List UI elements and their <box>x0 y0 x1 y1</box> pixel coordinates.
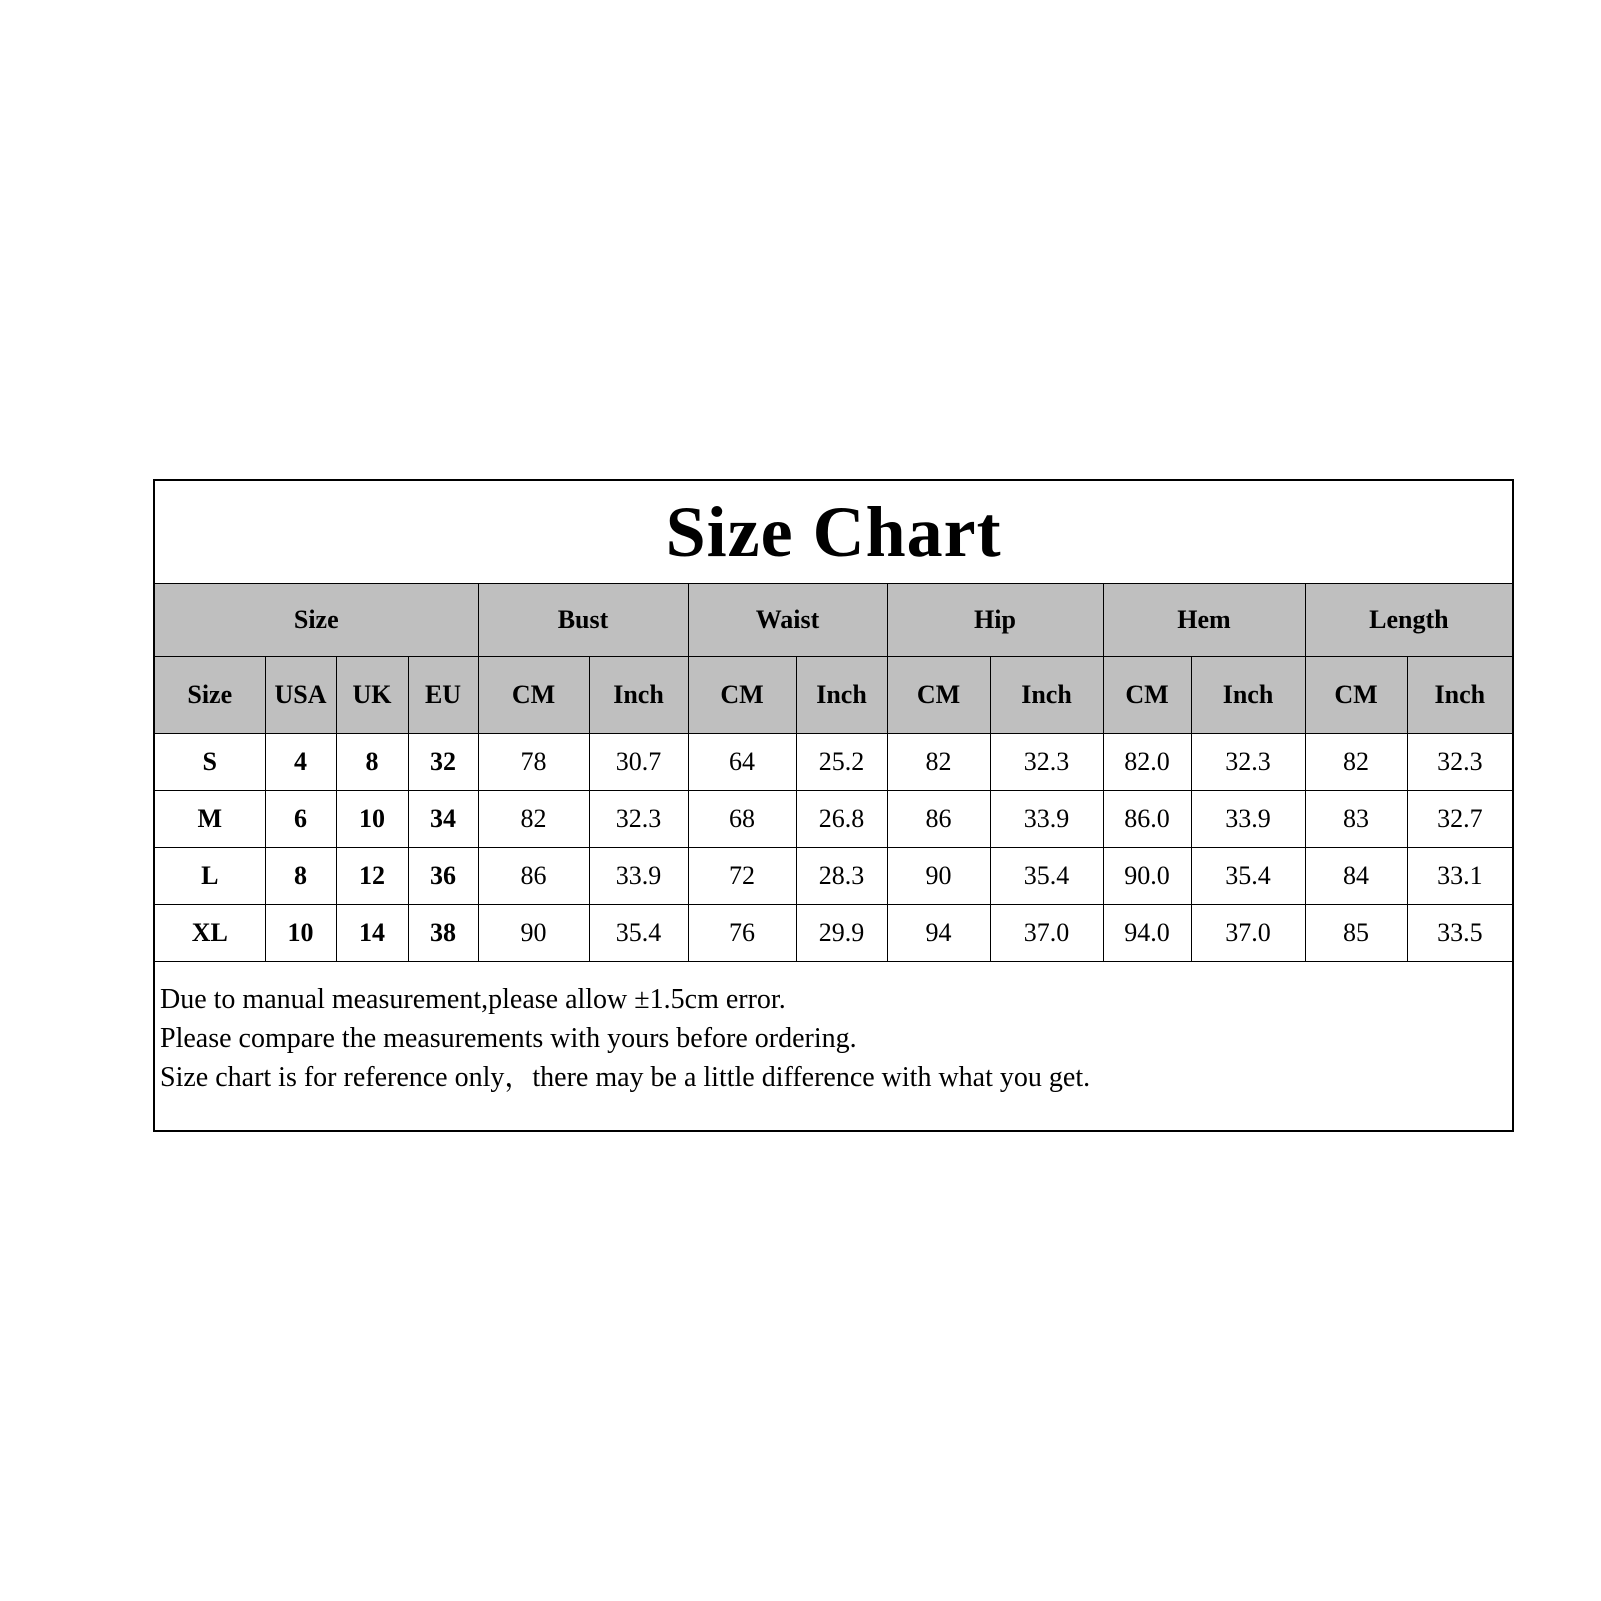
table-cell: 86.0 <box>1103 791 1191 848</box>
table-cell: 86 <box>478 848 589 905</box>
table-cell: L <box>154 848 265 905</box>
table-cell: 26.8 <box>796 791 887 848</box>
sub-header-row <box>154 657 1513 734</box>
table-cell: 8 <box>265 848 336 905</box>
table-cell: 29.9 <box>796 905 887 962</box>
table-cell: 34 <box>408 791 478 848</box>
note-line: Due to manual measurement,please allow ±1.5cm error. <box>160 984 786 1015</box>
sub-header-bust-cm: CM <box>478 657 589 734</box>
table-cell: 32.7 <box>1407 791 1513 848</box>
sub-header-bust-inch: Inch <box>589 657 688 734</box>
table-cell: 30.7 <box>589 734 688 791</box>
table-cell: 32.3 <box>1191 734 1305 791</box>
table-cell: 38 <box>408 905 478 962</box>
table-cell: 33.5 <box>1407 905 1513 962</box>
table-cell: XL <box>154 905 265 962</box>
table-cell: 64 <box>688 734 796 791</box>
table-cell: 33.9 <box>1191 791 1305 848</box>
table-row <box>154 791 1513 848</box>
group-header-length: Length <box>1305 584 1513 657</box>
table-cell: 32.3 <box>990 734 1103 791</box>
group-header-hip: Hip <box>887 584 1103 657</box>
table-cell: 33.1 <box>1407 848 1513 905</box>
table-cell: 33.9 <box>990 791 1103 848</box>
table-cell: 28.3 <box>796 848 887 905</box>
table-cell: 35.4 <box>589 905 688 962</box>
sub-header-length-cm: CM <box>1305 657 1407 734</box>
table-cell: 83 <box>1305 791 1407 848</box>
table-cell: 8 <box>336 734 408 791</box>
table-cell: 90.0 <box>1103 848 1191 905</box>
table-cell: 78 <box>478 734 589 791</box>
table-cell: 14 <box>336 905 408 962</box>
table-cell: 35.4 <box>990 848 1103 905</box>
group-header-size: Size <box>154 584 478 657</box>
note-line: Size chart is for reference only，there may be a little difference with what you get. <box>160 1062 1091 1093</box>
sub-header-hem-inch: Inch <box>1191 657 1305 734</box>
table-cell: M <box>154 791 265 848</box>
size-chart-sheet <box>153 479 1512 1111</box>
table-cell: 36 <box>408 848 478 905</box>
table-cell: 25.2 <box>796 734 887 791</box>
sub-header-hem-cm: CM <box>1103 657 1191 734</box>
table-cell: 37.0 <box>1191 905 1305 962</box>
group-header-bust: Bust <box>478 584 688 657</box>
table-row <box>154 905 1513 962</box>
table-cell: 76 <box>688 905 796 962</box>
group-header-row <box>154 584 1513 657</box>
sub-header-hip-inch: Inch <box>990 657 1103 734</box>
table-cell: 33.9 <box>589 848 688 905</box>
table-cell: 32.3 <box>589 791 688 848</box>
sub-header-usa: USA <box>265 657 336 734</box>
table-cell: 82 <box>887 734 990 791</box>
sub-header-uk: UK <box>336 657 408 734</box>
table-cell: S <box>154 734 265 791</box>
table-cell: 68 <box>688 791 796 848</box>
size-rows <box>154 734 1513 962</box>
size-chart-table <box>153 479 1514 1132</box>
chart-title: Size Chart <box>154 480 1513 584</box>
group-header-hem: Hem <box>1103 584 1305 657</box>
group-header-waist: Waist <box>688 584 887 657</box>
table-cell: 82 <box>478 791 589 848</box>
table-cell: 37.0 <box>990 905 1103 962</box>
table-row <box>154 734 1513 791</box>
table-cell: 90 <box>478 905 589 962</box>
notes-cell <box>154 962 1513 1132</box>
table-cell: 32.3 <box>1407 734 1513 791</box>
sub-header-length-inch: Inch <box>1407 657 1513 734</box>
table-cell: 82 <box>1305 734 1407 791</box>
sub-header-size: Size <box>154 657 265 734</box>
table-cell: 72 <box>688 848 796 905</box>
sub-header-waist-inch: Inch <box>796 657 887 734</box>
table-cell: 86 <box>887 791 990 848</box>
table-cell: 12 <box>336 848 408 905</box>
table-cell: 85 <box>1305 905 1407 962</box>
table-cell: 10 <box>265 905 336 962</box>
table-cell: 4 <box>265 734 336 791</box>
sub-header-waist-cm: CM <box>688 657 796 734</box>
table-cell: 94 <box>887 905 990 962</box>
table-cell: 82.0 <box>1103 734 1191 791</box>
table-cell: 6 <box>265 791 336 848</box>
sub-header-hip-cm: CM <box>887 657 990 734</box>
note-line: Please compare the measurements with yours before ordering. <box>160 1023 857 1054</box>
table-cell: 32 <box>408 734 478 791</box>
table-cell: 84 <box>1305 848 1407 905</box>
sub-header-eu: EU <box>408 657 478 734</box>
table-cell: 35.4 <box>1191 848 1305 905</box>
table-cell: 10 <box>336 791 408 848</box>
table-cell: 90 <box>887 848 990 905</box>
table-row <box>154 848 1513 905</box>
table-cell: 94.0 <box>1103 905 1191 962</box>
